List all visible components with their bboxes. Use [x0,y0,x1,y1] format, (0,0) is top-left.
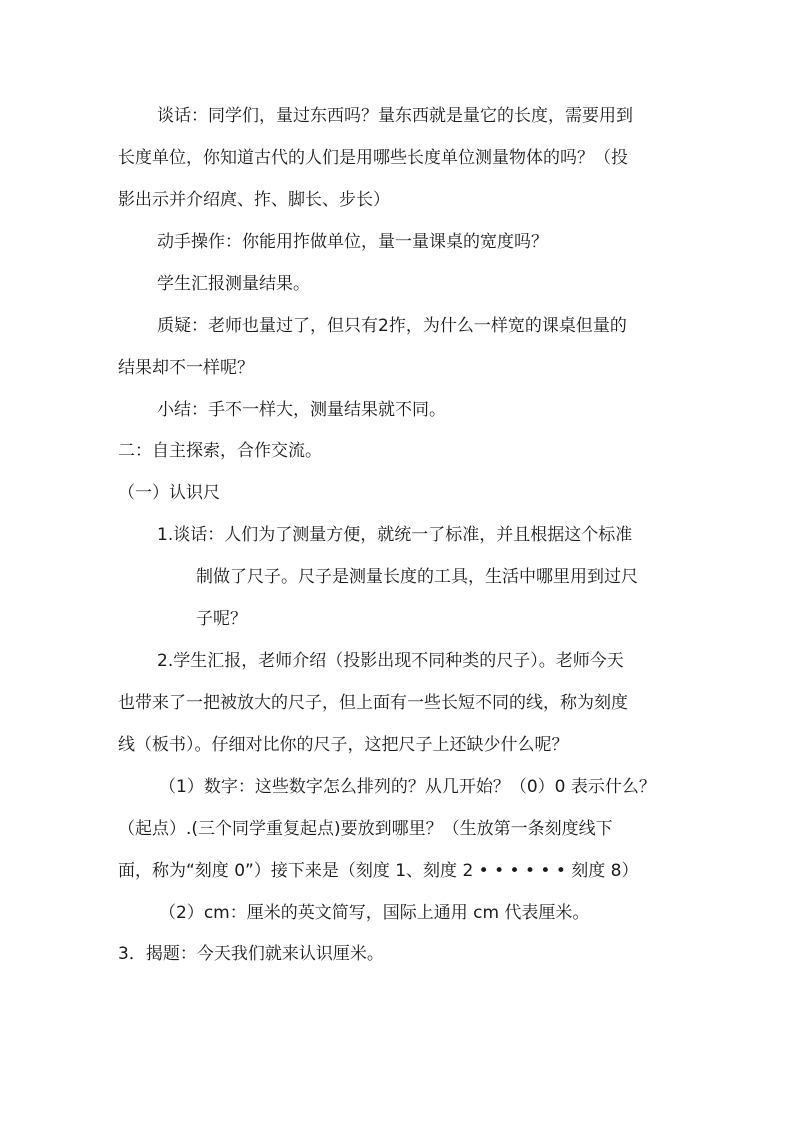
text-line: 2.学生汇报，老师介绍（投影出现不同种类的尺子）。老师今天 [157,651,624,671]
text-line: 质疑：老师也量过了，但只有2拃，为什么一样宽的课桌但量的 [157,316,627,336]
text-line: 子呢？ [196,609,247,629]
text-line: 谈话：同学们，量过东西吗？量东西就是量它的长度，需要用到 [157,106,633,126]
text-line: （起点）.(三个同学重复起点)要放到哪里？（生放第一条刻度线下 [118,819,613,839]
text-line: 影出示并介绍庹、拃、脚长、步长） [118,190,390,210]
text-line: 制做了尺子。尺子是测量长度的工具，生活中哪里用到过尺 [196,567,638,587]
text-line: 3．揭题：今天我们就来认识厘米。 [118,944,384,964]
subsection-heading: （一）认识尺 [118,483,220,503]
text-line: （1）数字：这些数字怎么排列的？从几开始？（0）0 表示什么？ [159,777,656,797]
text-line: 动手操作：你能用拃做单位，量一量课桌的宽度吗？ [157,232,548,252]
text-line: 面，称为“刻度 0”）接下来是（刻度 1、刻度 2 • • • • • • 刻度 8） [118,861,639,881]
text-line: 结果却不一样呢？ [118,358,254,378]
text-line: 小结：手不一样大，测量结果就不同。 [157,400,446,420]
text-line: 1.谈话：人们为了测量方便，就统一了标准，并且根据这个标准 [157,525,633,545]
text-line: 也带来了一把被放大的尺子，但上面有一些长短不同的线，称为刻度 [118,693,628,713]
text-line: 线（板书）。仔细对比你的尺子，这把尺子上还缺少什么呢？ [118,735,569,755]
text-line: 长度单位，你知道古代的人们是用哪些长度单位测量物体的吗？（投 [118,148,628,168]
text-line: （2）cm：厘米的英文简写，国际上通用 cm 代表厘米。 [159,903,590,923]
section-heading: 二：自主探索，合作交流。 [118,441,322,461]
text-line: 学生汇报测量结果。 [157,274,310,294]
